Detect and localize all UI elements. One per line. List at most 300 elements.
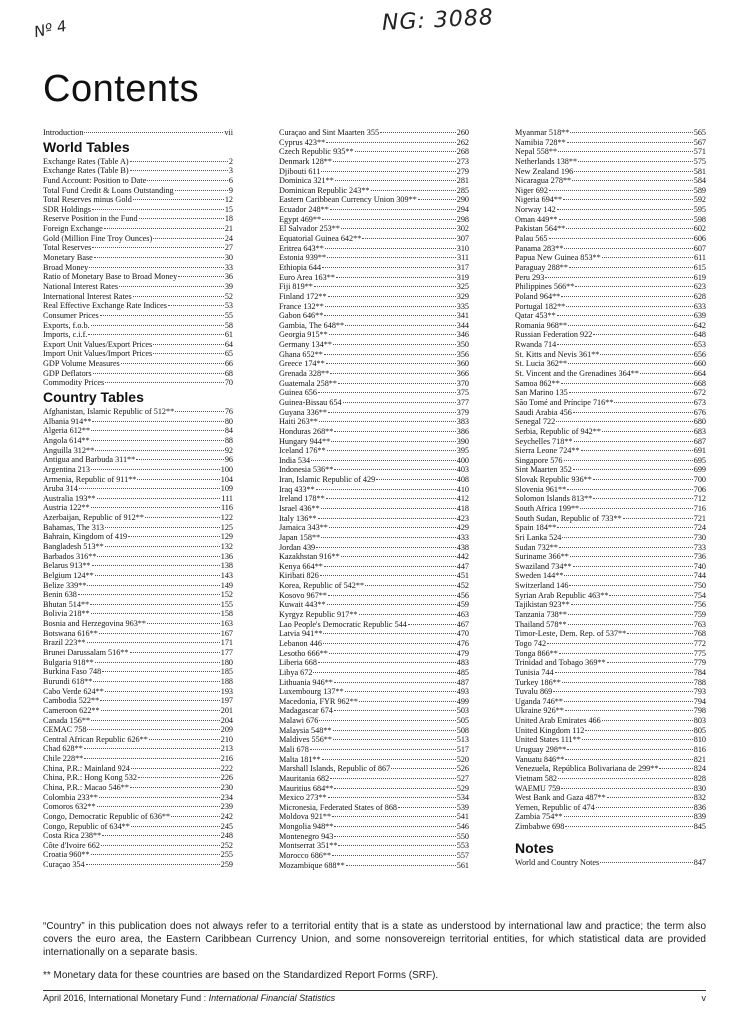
dot-leader	[580, 508, 693, 509]
toc-entry	[279, 562, 469, 572]
toc-entry-label: Niger 692	[515, 185, 548, 195]
dot-leader	[145, 517, 220, 518]
toc-entry	[279, 205, 469, 215]
toc-entry-label: Burundi 618**	[43, 676, 93, 686]
toc-entry-page: 260	[456, 128, 469, 137]
dot-leader	[334, 710, 456, 711]
dot-leader	[153, 353, 224, 354]
toc-entry	[279, 417, 469, 427]
toc-entry	[43, 214, 233, 224]
dot-leader	[91, 613, 220, 614]
toc-entry-label: Exchange Rates (Table B)	[43, 166, 129, 176]
dot-leader	[565, 759, 692, 760]
toc-entry	[43, 716, 233, 726]
toc-entry-page: 581	[693, 166, 706, 176]
toc-entry-label: Benin 638	[43, 590, 77, 600]
dot-leader	[322, 267, 456, 268]
toc-entry-label: Jamaica 343**	[279, 523, 328, 533]
toc-entry	[279, 244, 469, 254]
dot-leader	[565, 826, 692, 827]
toc-entry	[279, 841, 469, 851]
toc-entry-label: Estonia 939**	[279, 253, 327, 263]
toc-entry-page: 633	[693, 301, 706, 311]
toc-entry-label: WAEMU 759	[515, 783, 561, 793]
toc-entry-page: 163	[220, 619, 233, 629]
toc-entry-page: 395	[456, 446, 469, 456]
toc-entry-label: Chad 628**	[43, 744, 83, 754]
toc-entry-label: Montserrat 351**	[279, 841, 338, 851]
toc-entry	[43, 773, 233, 783]
toc-entry-page: 546	[456, 822, 469, 832]
dot-leader	[316, 489, 456, 490]
dot-leader	[355, 151, 456, 152]
toc-entry-label: Sudan 732**	[515, 542, 558, 552]
toc-entry-label: Congo, Democratic Republic of 636**	[43, 811, 171, 821]
toc-entry-label: Albania 914**	[43, 416, 92, 426]
toc-entry-page: 116	[221, 503, 233, 513]
toc-entry-label: Croatia 960**	[43, 850, 90, 860]
toc-entry	[279, 764, 469, 774]
toc-entry-label: St. Lucia 362**	[515, 359, 568, 369]
toc-entry-page: 744	[693, 571, 706, 581]
dot-leader	[575, 286, 692, 287]
toc-entry-label: Nicaragua 278**	[515, 176, 572, 186]
toc-entry-label: Euro Area 163**	[279, 272, 335, 282]
dot-leader	[91, 854, 220, 855]
toc-entry	[43, 166, 233, 176]
toc-entry-page: 706	[693, 484, 706, 494]
toc-entry-label: South Africa 199**	[515, 503, 580, 513]
dot-leader	[153, 238, 224, 239]
toc-entry-label: Bulgaria 918**	[43, 657, 94, 667]
toc-entry	[279, 822, 469, 832]
toc-entry-label: Panama 283**	[515, 243, 564, 253]
dot-leader	[325, 306, 456, 307]
dot-leader	[319, 421, 456, 422]
dot-leader	[568, 363, 693, 364]
toc-entry	[43, 600, 233, 610]
toc-entry-page: 171	[220, 638, 233, 648]
toc-entry-label: Armenia, Republic of 911**	[43, 474, 137, 484]
dot-leader	[569, 585, 692, 586]
toc-entry-page: 356	[456, 349, 469, 359]
toc-entry-label: Seychelles 718**	[515, 436, 573, 446]
dot-leader	[91, 440, 224, 441]
toc-entry-label: Russian Federation 922	[515, 330, 593, 340]
toc-entry	[515, 176, 706, 186]
toc-entry-label: São Tomé and Príncipe 716**	[515, 397, 614, 407]
toc-entry-label: Poland 964**	[515, 291, 561, 301]
dot-leader	[564, 460, 693, 461]
toc-entry-label: Botswana 616**	[43, 628, 98, 638]
dot-leader	[338, 383, 456, 384]
dot-leader	[128, 536, 220, 537]
toc-entry	[43, 311, 233, 321]
dot-leader	[92, 247, 224, 248]
toc-entry-page: 740	[693, 561, 706, 571]
toc-entry-label: Cameroon 622**	[43, 705, 100, 715]
toc-entry	[515, 128, 706, 138]
toc-entry	[43, 272, 233, 282]
toc-entry	[279, 215, 469, 225]
dot-leader	[93, 681, 219, 682]
toc-entry-label: Georgia 915**	[279, 330, 328, 340]
toc-entry	[43, 764, 233, 774]
toc-entry	[515, 350, 706, 360]
toc-entry-page: 360	[456, 359, 469, 369]
toc-entry	[279, 234, 469, 244]
toc-entry-page: 209	[220, 725, 233, 735]
dot-leader	[593, 334, 692, 335]
toc-entry-page: 567	[693, 137, 706, 147]
toc-entry	[43, 417, 233, 427]
toc-entry-label: Monetary Base	[43, 253, 93, 263]
toc-entry	[43, 677, 233, 687]
toc-entry-label: Kazakhstan 916**	[279, 552, 340, 562]
toc-entry	[43, 590, 233, 600]
toc-entry-page: 716	[693, 503, 706, 513]
toc-entry	[515, 379, 706, 389]
dot-leader	[105, 382, 224, 383]
toc-entry	[43, 532, 233, 542]
toc-entry-label: Burkina Faso 748	[43, 667, 102, 677]
country-tables-list-col1	[43, 407, 233, 870]
toc-entry-label: Samoa 862**	[515, 378, 560, 388]
toc-entry-page: 759	[693, 610, 706, 620]
toc-entry	[43, 369, 233, 379]
toc-entry	[515, 629, 706, 639]
dot-leader	[131, 826, 220, 827]
toc-entry	[43, 282, 233, 292]
toc-entry-label: Dominican Republic 243**	[279, 185, 370, 195]
toc-entry-label: Antigua and Barbuda 311**	[43, 455, 136, 465]
dot-leader	[609, 595, 692, 596]
dot-leader	[92, 421, 223, 422]
toc-entry	[515, 485, 706, 495]
toc-entry-label: Mexico 273**	[279, 793, 327, 803]
toc-entry	[515, 726, 706, 736]
toc-entry	[515, 494, 706, 504]
dot-leader	[178, 276, 224, 277]
toc-entry-label: Costa Rica 238**	[43, 831, 102, 841]
toc-entry	[515, 311, 706, 321]
dot-leader	[571, 604, 693, 605]
toc-entry-label: Pakistan 564**	[515, 224, 566, 234]
toc-entry-page: 155	[220, 599, 233, 609]
dot-leader	[100, 700, 220, 701]
dot-leader	[130, 787, 220, 788]
toc-entry-label: Romania 968**	[515, 320, 568, 330]
dot-leader	[318, 518, 456, 519]
toc-entry-label: Israel 436**	[279, 503, 320, 513]
dot-leader	[130, 652, 220, 653]
toc-entry	[43, 513, 233, 523]
toc-entry-page: 222	[220, 763, 233, 773]
toc-entry-page: 493	[456, 687, 469, 697]
toc-entry	[279, 687, 469, 697]
toc-entry	[43, 465, 233, 475]
toc-entry-label: Vietnam 582	[515, 773, 558, 783]
dot-leader	[564, 701, 693, 702]
toc-entry	[279, 552, 469, 562]
toc-entry	[279, 330, 469, 340]
dot-leader	[78, 594, 220, 595]
toc-entry	[279, 379, 469, 389]
toc-entry	[43, 484, 233, 494]
toc-entry	[279, 456, 469, 466]
dot-leader	[101, 710, 220, 711]
dot-leader	[561, 296, 692, 297]
toc-entry	[515, 793, 706, 803]
toc-entry-label: Congo, Republic of 634**	[43, 821, 130, 831]
toc-entry-page: 298	[456, 214, 469, 224]
toc-entry	[515, 514, 706, 524]
toc-entry-page: 255	[220, 850, 233, 860]
dot-leader	[322, 219, 456, 220]
toc-entry	[279, 735, 469, 745]
toc-entry	[515, 822, 706, 832]
toc-entry-page: 656	[693, 349, 706, 359]
toc-entry	[515, 186, 706, 196]
toc-entry-page: 3	[228, 166, 233, 176]
toc-entry-page: 467	[456, 619, 469, 629]
toc-entry	[279, 224, 469, 234]
toc-entry-label: Fund Account: Position to Date	[43, 175, 147, 185]
dot-leader	[97, 498, 221, 499]
dot-leader	[572, 180, 693, 181]
toc-entry-label: Italy 136**	[279, 513, 317, 523]
toc-entry-page: 772	[693, 638, 706, 648]
toc-entry	[43, 234, 233, 244]
dot-leader	[600, 354, 692, 355]
toc-entry-page: 476	[456, 638, 469, 648]
toc-entry	[279, 629, 469, 639]
toc-entry	[43, 349, 233, 359]
dot-leader	[596, 807, 693, 808]
toc-entry-page: 526	[456, 764, 469, 774]
toc-entry-label: Guinea 656	[279, 388, 317, 398]
toc-entry-page: 350	[456, 340, 469, 350]
toc-entry-label: Uruguay 298**	[515, 745, 567, 754]
toc-entry	[279, 726, 469, 736]
toc-entry	[43, 455, 233, 465]
dot-leader	[593, 479, 693, 480]
dot-leader	[623, 518, 693, 519]
toc-entry-label: Comoros 632**	[43, 802, 96, 812]
toc-entry-label: Sweden 144**	[515, 571, 564, 581]
page-footer	[43, 993, 706, 1003]
dot-leader	[119, 286, 224, 287]
toc-entry-label: Marshall Islands, Republic of 867	[279, 764, 391, 774]
toc-entry-page: 129	[220, 532, 233, 542]
toc-entry-label: SDR Holdings	[43, 204, 91, 214]
toc-entry-label: Kiribati 826	[279, 571, 319, 581]
toc-entry-page: 602	[693, 224, 706, 234]
toc-entry-page: 242	[220, 811, 233, 821]
dot-leader	[365, 585, 456, 586]
toc-entry	[279, 774, 469, 784]
footer-citation	[43, 993, 335, 1003]
dot-leader	[557, 315, 693, 316]
toc-entry	[43, 494, 233, 504]
toc-entry	[43, 802, 233, 812]
toc-entry-label: United Kingdom 112	[515, 725, 585, 735]
toc-entry-label: Zimbabwe 698	[515, 822, 565, 832]
dot-leader	[121, 363, 224, 364]
toc-entry-page: 832	[693, 793, 706, 803]
toc-entry-page: 447	[456, 561, 469, 571]
toc-entry	[43, 658, 233, 668]
toc-entry-label: Cyprus 423**	[279, 137, 326, 147]
toc-entry-page: 377	[456, 397, 469, 407]
toc-entry-page: 234	[220, 792, 233, 802]
toc-entry	[279, 128, 469, 138]
toc-entry-label: National Interest Rates	[43, 281, 119, 291]
toc-entry-page: 695	[693, 455, 706, 465]
toc-entry	[43, 446, 233, 456]
toc-entry-label: International Interest Rates	[43, 291, 132, 301]
contents-column-1	[43, 128, 233, 870]
toc-entry-page: 664	[693, 369, 706, 379]
footer-page-number: v	[701, 993, 706, 1003]
toc-entry-page: 539	[456, 802, 469, 812]
toc-entry-page: 21	[224, 224, 233, 234]
toc-entry	[515, 610, 706, 620]
dot-leader	[547, 643, 693, 644]
toc-entry	[43, 725, 233, 735]
dot-leader	[600, 862, 693, 863]
dot-leader	[555, 672, 693, 673]
toc-entry-page: 821	[693, 754, 706, 764]
toc-entry	[43, 253, 233, 263]
toc-entry-page: 383	[456, 417, 469, 427]
dot-leader	[95, 662, 220, 663]
notes-list	[515, 858, 706, 868]
dot-leader	[319, 720, 455, 721]
toc-entry-label: Dominica 321**	[279, 176, 334, 186]
dot-leader	[175, 411, 224, 412]
dot-leader	[79, 488, 220, 489]
dot-leader	[88, 334, 223, 335]
toc-entry	[515, 446, 706, 456]
toc-entry	[515, 359, 706, 369]
dot-leader	[408, 624, 456, 625]
toc-entry-page: 639	[693, 311, 706, 321]
toc-entry	[515, 858, 706, 868]
toc-entry-label: Lao People's Democratic Republic 544	[279, 619, 407, 629]
toc-entry	[515, 244, 706, 254]
toc-entry	[43, 263, 233, 273]
toc-entry	[515, 465, 706, 475]
dot-leader	[84, 758, 219, 759]
toc-entry-page: 375	[456, 388, 469, 398]
dot-leader	[101, 845, 220, 846]
toc-entry-page: 459	[456, 600, 469, 610]
toc-entry-page: 143	[220, 570, 233, 580]
toc-entry-page: 66	[224, 359, 233, 369]
toc-entry-label: Montenegro 943	[279, 831, 334, 841]
toc-entry-label: Colombia 233**	[43, 792, 98, 802]
toc-entry-page: 226	[220, 773, 233, 783]
toc-entry-page: 58	[224, 320, 233, 330]
toc-entry-label: Bosnia and Herzegovina 963**	[43, 619, 146, 629]
toc-entry	[515, 138, 706, 148]
toc-entry	[515, 774, 706, 784]
toc-entry	[279, 533, 469, 543]
toc-entry	[279, 138, 469, 148]
dot-leader	[640, 373, 693, 374]
dot-leader	[323, 643, 456, 644]
toc-entry-page: 177	[220, 648, 233, 658]
dot-leader	[91, 720, 220, 721]
toc-entry-label: Luxembourg 137**	[279, 687, 344, 697]
toc-entry-label: Palau 565	[515, 234, 548, 244]
dot-leader	[99, 633, 220, 634]
toc-entry-page: 201	[220, 705, 233, 715]
toc-entry-label: Guinea-Bissau 654	[279, 397, 342, 407]
toc-entry-label: Indonesia 536**	[279, 465, 334, 475]
toc-entry-page: 125	[220, 522, 233, 532]
toc-entry-page: 699	[693, 465, 706, 475]
toc-entry	[515, 388, 706, 398]
dot-leader	[321, 537, 456, 538]
toc-entry-label: Belarus 913**	[43, 561, 91, 571]
toc-entry-label: Belgium 124**	[43, 570, 94, 580]
dot-leader	[359, 701, 456, 702]
toc-entry-page: 438	[456, 542, 469, 552]
toc-entry	[515, 215, 706, 225]
toc-entry-label: Saudi Arabia 456	[515, 407, 572, 417]
country-tables-list-col3	[515, 128, 706, 832]
toc-entry	[279, 475, 469, 485]
toc-entry-label: Singapore 576	[515, 455, 563, 465]
toc-entry	[43, 475, 233, 485]
toc-entry-page: 575	[693, 156, 706, 166]
dot-leader	[321, 508, 456, 509]
toc-entry-label: Côte d'Ivoire 662	[43, 840, 100, 850]
toc-entry	[515, 533, 706, 543]
toc-entry	[279, 678, 469, 688]
dot-leader	[329, 334, 456, 335]
dot-leader	[333, 730, 456, 731]
toc-entry-page: 824	[693, 764, 706, 774]
toc-entry	[43, 340, 233, 350]
toc-entry-label: Bahamas, The 313	[43, 522, 105, 532]
toc-entry-label: Sierra Leone 724**	[515, 446, 580, 456]
dot-leader	[567, 749, 693, 750]
toc-entry	[279, 465, 469, 475]
toc-entry-label: Curaçao and Sint Maarten 355	[279, 128, 380, 137]
toc-entry	[515, 552, 706, 562]
dot-leader	[322, 759, 456, 760]
toc-entry-page: 30	[224, 253, 233, 263]
toc-entry-page: 180	[220, 657, 233, 667]
toc-entry-page: 607	[693, 243, 706, 253]
dot-leader	[91, 469, 220, 470]
toc-entry	[279, 610, 469, 620]
toc-entry	[279, 571, 469, 581]
toc-entry	[43, 860, 233, 870]
dot-leader	[104, 228, 224, 229]
toc-entry	[279, 591, 469, 601]
dot-leader	[334, 826, 455, 827]
toc-entry-page: 499	[456, 696, 469, 706]
toc-entry-page: 2	[228, 156, 233, 166]
toc-entry-page: 27	[224, 243, 233, 253]
toc-entry	[515, 273, 706, 283]
dot-leader	[147, 623, 220, 624]
toc-entry-page: 92	[224, 445, 233, 455]
